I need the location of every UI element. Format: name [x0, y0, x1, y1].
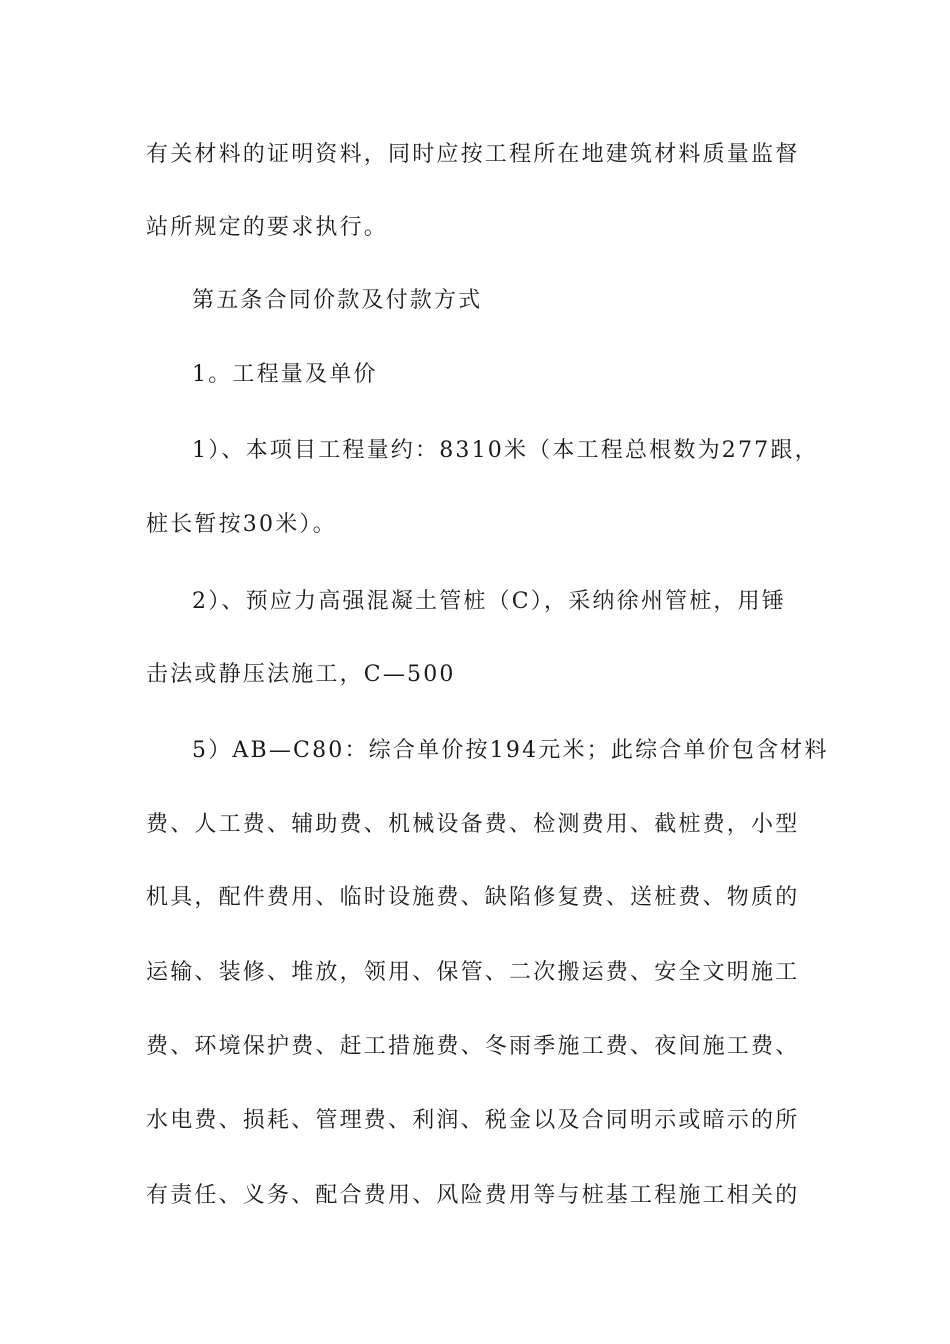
paragraph-line: 击法或静压法施工，C—500 [146, 662, 456, 687]
paragraph-line: 2）、预应力高强混凝土管桩（C），采纳徐州管桩，用锤 [192, 589, 787, 614]
paragraph-line: 有责任、义务、配合费用、风险费用等与桩基工程施工相关的 [146, 1183, 800, 1208]
paragraph-line: 1）、本项目工程量约：8310米（本工程总根数为277跟， [192, 438, 819, 463]
paragraph-line: 运输、装修、堆放，领用、保管、二次搬运费、安全文明施工 [146, 960, 800, 985]
paragraph-line: 机具，配件费用、临时设施费、缺陷修复费、送桩费、物质的 [146, 885, 800, 910]
paragraph-line: 费、环境保护费、赶工措施费、冬雨季施工费、夜间施工费、 [146, 1034, 800, 1059]
paragraph-line: 5）AB—C80：综合单价按194元米；此综合单价包含材料 [192, 738, 829, 763]
section-heading: 第五条合同价款及付款方式 [192, 288, 483, 313]
paragraph-line: 有关材料的证明资料，同时应按工程所在地建筑材料质量监督 [146, 142, 800, 167]
subsection-heading: 1。工程量及单价 [192, 362, 378, 387]
paragraph-line: 桩长暂按30米）。 [146, 512, 337, 537]
paragraph-line: 费、人工费、辅助费、机械设备费、检测费用、截桩费，小型 [146, 812, 800, 837]
paragraph-line: 水电费、损耗、管理费、利润、税金以及合同明示或暗示的所 [146, 1108, 800, 1133]
paragraph-line: 站所规定的要求执行。 [146, 215, 389, 240]
